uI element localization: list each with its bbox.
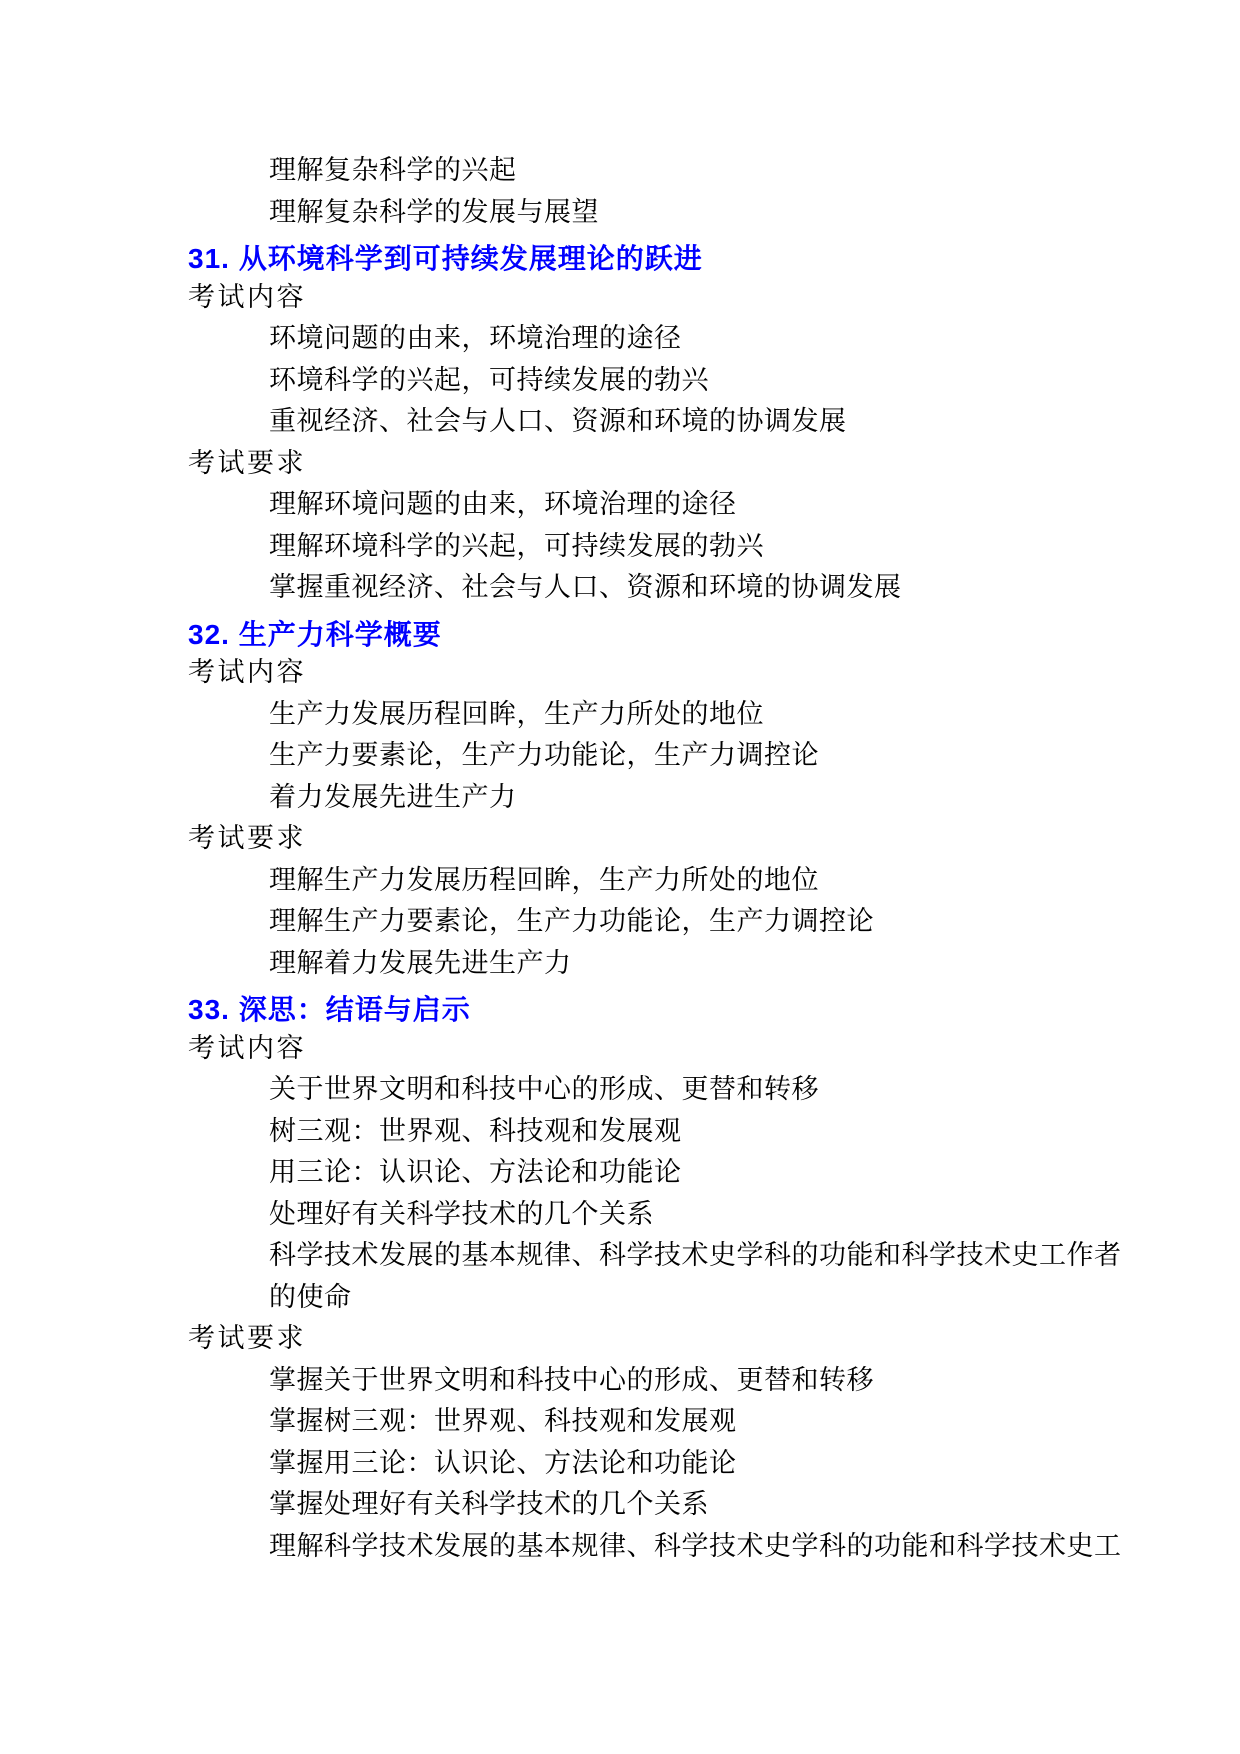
syllabus-item: 理解着力发展先进生产力 bbox=[269, 947, 572, 978]
syllabus-item-continuation: 的使命 bbox=[269, 1281, 352, 1312]
syllabus-item: 掌握用三论：认识论、方法论和功能论 bbox=[269, 1447, 737, 1478]
syllabus-item: 树三观：世界观、科技观和发展观 bbox=[269, 1115, 682, 1146]
syllabus-item: 环境问题的由来，环境治理的途径 bbox=[269, 323, 682, 353]
exam-requirements-label: 考试要求 bbox=[188, 823, 306, 853]
syllabus-item-continuation: 理解科学技术发展的基本规律、科学技术史学科的功能和科学技术史工 bbox=[269, 1530, 1122, 1561]
exam-requirements-label: 考试要求 bbox=[188, 447, 306, 478]
section-heading-33: 33. 深思：结语与启示 bbox=[188, 994, 471, 1025]
syllabus-item: 理解生产力要素论，生产力功能论，生产力调控论 bbox=[269, 906, 874, 936]
syllabus-item: 科学技术发展的基本规律、科学技术史学科的功能和科学技术史工作者 bbox=[269, 1240, 1122, 1270]
syllabus-item: 生产力要素论，生产力功能论，生产力调控论 bbox=[269, 740, 819, 770]
syllabus-item: 理解环境问题的由来，环境治理的途径 bbox=[269, 489, 737, 519]
syllabus-item: 生产力发展历程回眸，生产力所处的地位 bbox=[269, 698, 764, 729]
syllabus-item: 掌握处理好有关科学技术的几个关系 bbox=[269, 1489, 709, 1519]
syllabus-item: 环境科学的兴起，可持续发展的勃兴 bbox=[269, 364, 709, 395]
exam-requirements-label: 考试要求 bbox=[188, 1323, 306, 1353]
syllabus-item: 理解环境科学的兴起，可持续发展的勃兴 bbox=[269, 530, 764, 561]
syllabus-item: 着力发展先进生产力 bbox=[269, 781, 517, 812]
syllabus-item: 理解复杂科学的发展与展望 bbox=[269, 196, 599, 227]
section-heading-31: 31. 从环境科学到可持续发展理论的跃进 bbox=[188, 243, 703, 274]
exam-content-label: 考试内容 bbox=[188, 1032, 306, 1063]
syllabus-item: 掌握关于世界文明和科技中心的形成、更替和转移 bbox=[269, 1364, 874, 1395]
syllabus-item: 掌握重视经济、社会与人口、资源和环境的协调发展 bbox=[269, 572, 902, 602]
syllabus-item: 理解复杂科学的兴起 bbox=[269, 155, 517, 185]
section-heading-32: 32. 生产力科学概要 bbox=[188, 618, 442, 650]
syllabus-item: 掌握树三观：世界观、科技观和发展观 bbox=[269, 1406, 737, 1436]
syllabus-item: 重视经济、社会与人口、资源和环境的协调发展 bbox=[269, 406, 847, 436]
exam-content-label: 考试内容 bbox=[188, 281, 306, 312]
syllabus-item: 理解生产力发展历程回眸，生产力所处的地位 bbox=[269, 864, 819, 895]
syllabus-item: 用三论：认识论、方法论和功能论 bbox=[269, 1157, 682, 1187]
exam-content-label: 考试内容 bbox=[188, 657, 306, 687]
syllabus-item: 关于世界文明和科技中心的形成、更替和转移 bbox=[269, 1074, 819, 1104]
syllabus-item: 处理好有关科学技术的几个关系 bbox=[269, 1198, 654, 1229]
